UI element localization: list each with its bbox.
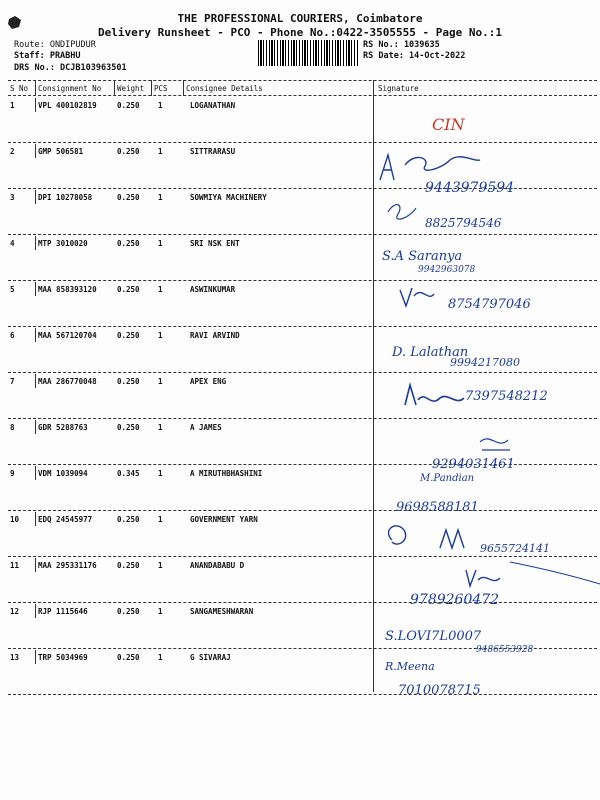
row-consignee: A MIRUTHBHASHINI — [190, 469, 263, 478]
col-header-sno: S No — [10, 84, 29, 93]
signature-9-phone: 9294031461 — [432, 457, 515, 472]
row-weight: 0.250 — [117, 285, 140, 294]
company-title: THE PROFESSIONAL COURIERS, Coimbatore — [177, 12, 423, 25]
row-consignment-no: TRP 5034969 — [38, 653, 88, 662]
row-consignee: A JAMES — [190, 423, 222, 432]
row-divider-tick — [35, 466, 36, 480]
signature-11-phone: 9789260472 — [410, 592, 500, 608]
signature-9-name: M.Pandian — [420, 473, 475, 484]
row-sno: 9 — [10, 469, 15, 478]
row-weight: 0.250 — [117, 607, 140, 616]
signature-7-phone: 7397548212 — [465, 389, 548, 404]
signature-6-phone: 9994217080 — [450, 356, 520, 369]
col-header-signature: Signature — [378, 84, 419, 93]
signature-2-phone: 9443979594 — [425, 180, 515, 196]
row-weight: 0.250 — [117, 423, 140, 432]
row-pcs: 1 — [158, 515, 163, 524]
row-pcs: 1 — [158, 561, 163, 570]
col-divider — [114, 80, 115, 96]
col-divider — [35, 80, 36, 96]
col-header-consignment: Consignment No — [38, 84, 102, 93]
row-consignee: APEX ENG — [190, 377, 227, 386]
stray-ink-line — [510, 562, 600, 584]
row-pcs: 1 — [158, 469, 163, 478]
row-divider-tick — [35, 328, 36, 342]
row-consignee: GOVERNMENT YARN — [190, 515, 258, 524]
signature-4-name: S.A Saranya — [382, 249, 463, 264]
route-label: Route: ONDIPUDUR — [14, 40, 96, 50]
row-consignment-no: MTP 3010020 — [38, 239, 88, 248]
row-divider-tick — [35, 512, 36, 526]
row-sno: 7 — [10, 377, 15, 386]
row-pcs: 1 — [158, 239, 163, 248]
row-consignee: ASWINKUMAR — [190, 285, 236, 294]
signature-3-scribble — [388, 205, 416, 220]
row-consignment-no: GMP 506581 — [38, 147, 84, 156]
row-weight: 0.250 — [117, 147, 140, 156]
handwritten-signatures — [370, 100, 600, 700]
row-consignee: SOWMIYA MACHINERY — [190, 193, 267, 202]
row-consignment-no: EDQ 24545977 — [38, 515, 93, 524]
row-divider-tick — [35, 190, 36, 204]
row-pcs: 1 — [158, 147, 163, 156]
row-divider-tick — [35, 558, 36, 572]
signature-7-scribble — [405, 385, 464, 405]
row-consignee: LOGANATHAN — [190, 101, 236, 110]
row-consignment-no: MAA 286770048 — [38, 377, 97, 386]
signature-11-scribble — [466, 570, 500, 586]
signature-13-name: R.Meena — [385, 660, 435, 673]
row-pcs: 1 — [158, 377, 163, 386]
row-sno: 2 — [10, 147, 15, 156]
col-divider — [151, 80, 152, 96]
row-divider-tick — [35, 236, 36, 250]
row-consignment-no: VPL 400102819 — [38, 101, 97, 110]
row-pcs: 1 — [158, 423, 163, 432]
row-sno: 6 — [10, 331, 15, 340]
header-rule — [8, 95, 597, 96]
row-pcs: 1 — [158, 653, 163, 662]
barcode — [258, 40, 358, 66]
rs-date: RS Date: 14-Oct-2022 — [363, 51, 466, 61]
row-pcs: 1 — [158, 285, 163, 294]
table-top-rule — [8, 80, 597, 81]
signature-2-scribble — [380, 155, 480, 180]
row-pcs: 1 — [158, 331, 163, 340]
row-weight: 0.250 — [117, 377, 140, 386]
row-sno: 4 — [10, 239, 15, 248]
row-weight: 0.250 — [117, 331, 140, 340]
row-consignment-no: VDM 1039094 — [38, 469, 88, 478]
row-divider-tick — [35, 604, 36, 618]
row-sno: 1 — [10, 101, 15, 110]
signature-13-phone: 7010078715 — [398, 683, 481, 698]
col-header-consignee: Consignee Details — [186, 84, 263, 93]
signature-4-phone: 9942963078 — [418, 265, 476, 275]
staff-label: Staff: PRABHU — [14, 51, 81, 61]
signature-6-name: D. Lalathan — [392, 345, 469, 360]
row-consignment-no: RJP 1115646 — [38, 607, 88, 616]
row-sno: 5 — [10, 285, 15, 294]
row-divider-tick — [35, 98, 36, 112]
signature-9b-phone: 9698588181 — [396, 500, 479, 515]
row-divider-tick — [35, 144, 36, 158]
drs-number: DRS No.: DCJB103963501 — [14, 63, 127, 73]
col-header-weight: Weight — [117, 84, 145, 93]
row-consignee: G SIVARAJ — [190, 653, 231, 662]
row-consignment-no: MAA 295331176 — [38, 561, 97, 570]
row-weight: 0.250 — [117, 239, 140, 248]
signature-12-phone: 9486553928 — [476, 645, 534, 655]
row-consignment-no: MAA 567120704 — [38, 331, 97, 340]
signature-10-phone: 9655724141 — [480, 542, 550, 555]
row-consignment-no: DPI 10278058 — [38, 193, 93, 202]
col-divider — [183, 80, 184, 96]
row-consignee: SRI NSK ENT — [190, 239, 240, 248]
row-sno: 10 — [10, 515, 20, 524]
rs-number: RS No.: 1039635 — [363, 40, 440, 50]
row-consignment-no: GDR 5288763 — [38, 423, 88, 432]
row-sno: 8 — [10, 423, 15, 432]
row-weight: 0.250 — [117, 193, 140, 202]
row-weight: 0.250 — [117, 101, 140, 110]
row-consignee: SANGAMESHWARAN — [190, 607, 254, 616]
row-sno: 3 — [10, 193, 15, 202]
row-pcs: 1 — [158, 101, 163, 110]
row-weight: 0.250 — [117, 561, 140, 570]
row-sno: 11 — [10, 561, 20, 570]
row-weight: 0.250 — [117, 653, 140, 662]
row-consignment-no: MAA 858393120 — [38, 285, 97, 294]
row-consignee: SITTRARASU — [190, 147, 236, 156]
signature-5-phone: 8754797046 — [448, 297, 531, 312]
row-divider-tick — [35, 650, 36, 664]
signature-8-scribble — [480, 439, 510, 450]
row-consignee: RAVI ARVIND — [190, 331, 240, 340]
row-weight: 0.250 — [117, 515, 140, 524]
row-pcs: 1 — [158, 193, 163, 202]
signature-5-scribble — [400, 288, 434, 306]
row-divider-tick — [35, 374, 36, 388]
signature-10-scribble — [389, 526, 464, 548]
signature-3-phone: 8825794546 — [425, 216, 502, 230]
col-header-pcs: PCS — [154, 84, 168, 93]
row-divider-tick — [35, 420, 36, 434]
runsheet-title: Delivery Runsheet - PCO - Phone No.:0422-3505555 - Page No.:1 — [98, 26, 502, 39]
signature-12-name: S.LOVI7L0007 — [385, 629, 482, 644]
row-pcs: 1 — [158, 607, 163, 616]
signature-1: CIN — [432, 115, 465, 134]
row-sno: 13 — [10, 653, 20, 662]
row-sno: 12 — [10, 607, 20, 616]
row-consignee: ANANDABABU D — [190, 561, 245, 570]
row-divider-tick — [35, 282, 36, 296]
row-weight: 0.345 — [117, 469, 140, 478]
